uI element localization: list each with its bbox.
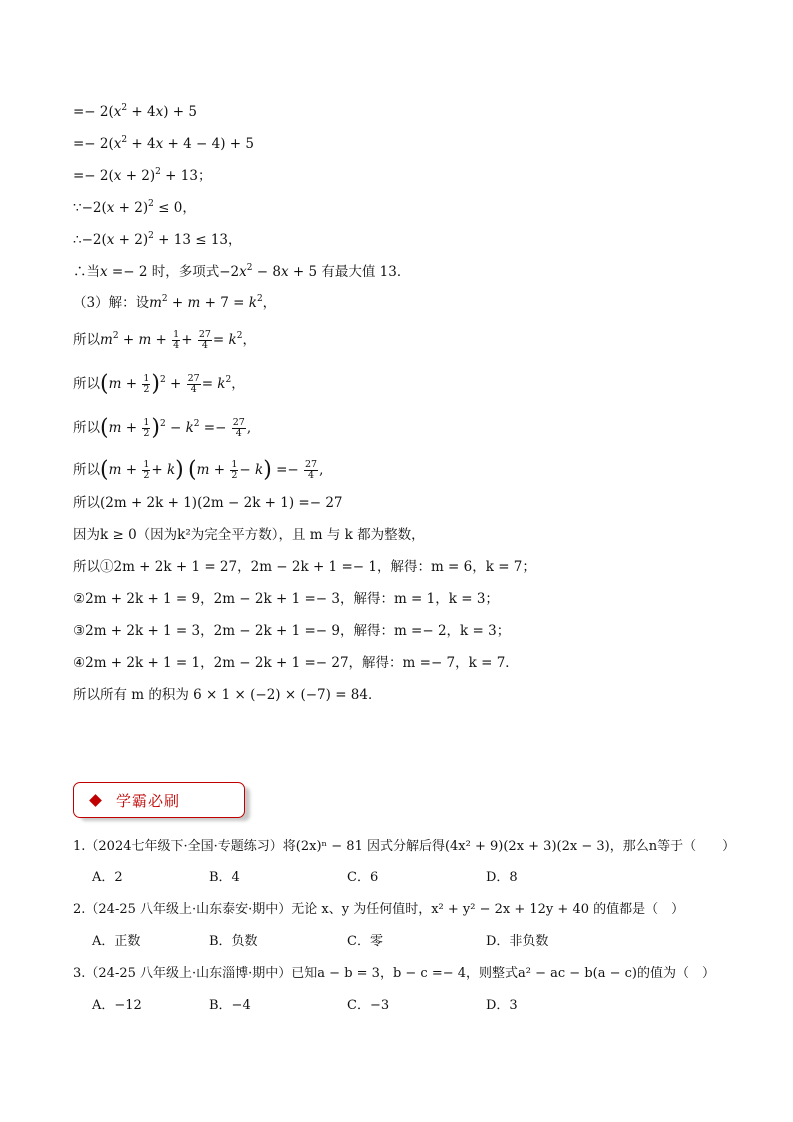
solution-line-18: 所以所有 m 的积为 6 × 1 × (−2) × (−7) = 84．: [73, 687, 382, 703]
option-b[interactable]: B．4: [209, 870, 240, 885]
solution-line-6: ∴当x =− 2 时，多项式$-2x^2 - 8x + 5$ 有最大值 13．: [73, 263, 411, 280]
so-text: 所以: [73, 420, 100, 436]
so-text: 所以: [73, 462, 100, 478]
option-c[interactable]: C．−3: [347, 998, 390, 1013]
solution-line-8: 所以$m^2 + m$ + $\frac{1}{4}$ + $\frac{27}{4}$ = $k^2$，: [73, 329, 256, 351]
question-source: （2024七年级下·全国·专题练习）: [85, 839, 283, 854]
fraction: $\frac{1}{2}$: [231, 459, 238, 481]
solution-line-12: 所以(2m + 2k + 1)(2m − 2k + 1) =− 27: [73, 495, 343, 511]
solution-line-4: [73, 199, 196, 217]
solution-line-14: 所以①2m + 2k + 1 = 27，2m − 2k + 1 =− 1，解得：m = 6，k = 7；: [73, 559, 536, 575]
option-a[interactable]: A．2: [92, 870, 123, 885]
option-b[interactable]: B．负数: [209, 934, 258, 949]
question-number: 1.: [73, 839, 86, 854]
option-c[interactable]: C．6: [347, 870, 379, 885]
solution-line-9: 所以(m + $\frac{1}{2}$ )$^2$ + $\frac{27}{4}$ = $k^2$，: [73, 371, 245, 397]
option-b[interactable]: B．−4: [209, 998, 251, 1013]
solution-line-13: 因为k ≥ 0（因为k²为完全平方数），且 m 与 k 都为整数，: [73, 527, 425, 543]
fraction: $\frac{1}{2}$: [143, 417, 150, 439]
question-stem: 无论 x、y 为任何值时，x² + y² − 2x + 12y + 40 的值都是（ ）: [291, 902, 685, 917]
solution-line-17: ④2m + 2k + 1 = 1，2m − 2k + 1 =− 27，解得：m =− 7，k = 7．: [73, 655, 519, 671]
option-a[interactable]: A．正数: [92, 934, 141, 949]
question-3: [73, 962, 715, 981]
math-text: =− $2(x^2 + 4x) + 5$: [73, 103, 197, 120]
math-text: =− $2(x + 2)^2 + 13$；: [73, 167, 212, 184]
math-text: ∵−2(x + 2)$^2$ ≤ 0，: [73, 199, 196, 216]
solution-line-11: 所以(m + $\frac{1}{2}$ + k) (m + $\frac{1}{2}$ − k) =− $\frac{27}{4}$ ,: [73, 457, 324, 483]
fraction: $\frac{27}{4}$: [198, 329, 211, 351]
section-banner: [73, 782, 245, 818]
solution-line-3: [73, 167, 211, 185]
so-text: 所以: [73, 376, 100, 392]
solution-line-16: ③2m + 2k + 1 = 3，2m − 2k + 1 =− 9，解得：m =− 2，k = 3；: [73, 623, 511, 639]
question-stem: 将(2x)ⁿ − 81 因式分解后得(4x² + 9)(2x + 3)(2x − 3)，那么n等于（ ）: [282, 839, 736, 854]
solution-line-2: [73, 135, 254, 153]
question-source: （24-25 八年级上·山东泰安·期中）: [85, 902, 292, 917]
question-source: （24-25 八年级上·山东淄博·期中）: [85, 966, 292, 981]
solution-line-7: （3）解：设$m^2 + m + 7 = k^2$，: [73, 294, 277, 311]
question-number: 2.: [73, 902, 86, 917]
solution-line-5: [73, 231, 242, 249]
section-title: 学霸必刷: [116, 791, 181, 810]
fraction: $\frac{1}{2}$: [143, 373, 150, 395]
math-text: ∴−2(x + 2)$^2$ + 13 ≤ 13，: [73, 231, 242, 248]
fraction: $\frac{1}{4}$: [173, 329, 180, 351]
option-d[interactable]: D．8: [486, 870, 518, 885]
solution-line-1: [73, 103, 197, 121]
option-d[interactable]: D．非负数: [486, 934, 549, 949]
when-text: 时，多项式: [147, 264, 220, 280]
solution-line-10: 所以(m + $\frac{1}{2}$ )$^2 - k^2$ =− $\frac{27}{4}$ ,: [73, 415, 252, 441]
option-d[interactable]: D．3: [486, 998, 518, 1013]
fraction: $\frac{27}{4}$: [232, 417, 245, 439]
therefore-text: ∴当: [73, 264, 100, 280]
fraction: $\frac{1}{2}$: [143, 459, 150, 481]
solution-line-15: ②2m + 2k + 1 = 9，2m − 2k + 1 =− 3，解得：m = 1，k = 3；: [73, 591, 499, 607]
fraction: $\frac{27}{4}$: [187, 373, 200, 395]
question-2: [73, 898, 684, 917]
part3-label: （3）解：设: [73, 295, 150, 311]
fraction: $\frac{27}{4}$: [305, 459, 318, 481]
question-number: 3.: [73, 966, 86, 981]
so-text: 所以: [73, 332, 100, 348]
option-a[interactable]: A．−12: [92, 998, 142, 1013]
option-c[interactable]: C．零: [347, 934, 383, 949]
question-1: [73, 835, 735, 854]
question-stem: 已知a − b = 3，b − c =− 4，则整式a² − ac − b(a − c)的值为（ ）: [291, 966, 715, 981]
max-text: 有最大值 13．: [317, 264, 411, 280]
diamond-icon: [89, 794, 102, 807]
math-text: =− $2(x^2 + 4x + 4 - 4) + 5$: [73, 135, 254, 152]
